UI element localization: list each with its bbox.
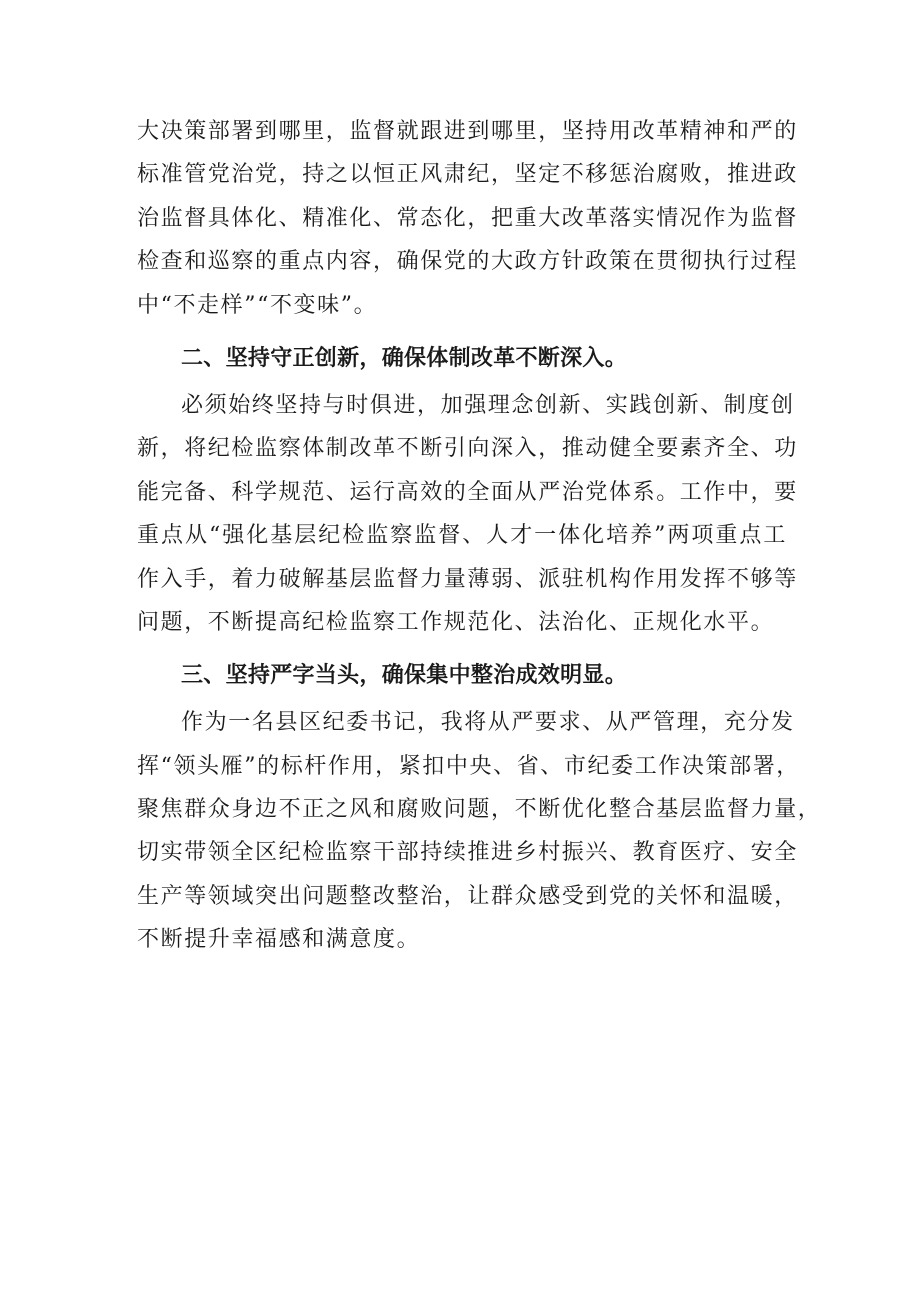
text-line: 治监督具体化、精准化、常态化，把重大改革落实情况作为监督 <box>137 205 798 231</box>
text-line: 新，将纪检监察体制改革不断引向深入，推动健全要素齐全、功 <box>137 436 798 462</box>
paragraph-3 <box>137 701 822 961</box>
text-line: 切实带领全区纪检监察干部持续推进乡村振兴、教育医疗、安全 <box>137 840 798 866</box>
text-line: 能完备、科学规范、运行高效的全面从严治党体系。工作中，要 <box>137 479 798 505</box>
paragraph-1 <box>137 110 798 327</box>
section-heading-2: 二、坚持守正创新，确保体制改革不断深入。 <box>181 345 628 371</box>
document-body <box>137 110 822 962</box>
text-line: 作为一名县区纪委书记，我将从严要求、从严管理，充分发 <box>181 710 795 736</box>
text-line: 中“不走样”“不变味”。 <box>137 292 378 318</box>
text-line: 重点从“强化基层纪检监察监督、人才一体化培养”两项重点工 <box>137 523 787 549</box>
text-line: 不断提升幸福感和满意度。 <box>137 927 421 953</box>
text-line: 聚焦群众身边不正之风和腐败问题，不断优化整合基层监督力量， <box>137 797 822 823</box>
section-heading-3: 三、坚持严字当头，确保集中整治成效明显。 <box>181 663 628 689</box>
text-line: 问题，不断提高纪检监察工作规范化、法治化、正规化水平。 <box>137 609 775 635</box>
text-line: 挥“领头雁”的标杆作用，紧扣中央、省、市纪委工作决策部署， <box>137 753 800 779</box>
text-line: 标准管党治党，持之以恒正风肃纪，坚定不移惩治腐败，推进政 <box>137 162 798 188</box>
text-line: 作入手，着力破解基层监督力量薄弱、派驻机构作用发挥不够等 <box>137 566 798 592</box>
paragraph-2 <box>137 384 798 644</box>
text-line: 必须始终坚持与时俱进，加强理念创新、实践创新、制度创 <box>181 392 795 418</box>
text-line: 大决策部署到哪里，监督就跟进到哪里，坚持用改革精神和严的 <box>137 119 798 144</box>
text-line: 检查和巡察的重点内容，确保党的大政方针政策在贯彻执行过程 <box>137 249 798 275</box>
text-line: 生产等领域突出问题整改整治，让群众感受到党的关怀和温暖， <box>137 883 798 909</box>
